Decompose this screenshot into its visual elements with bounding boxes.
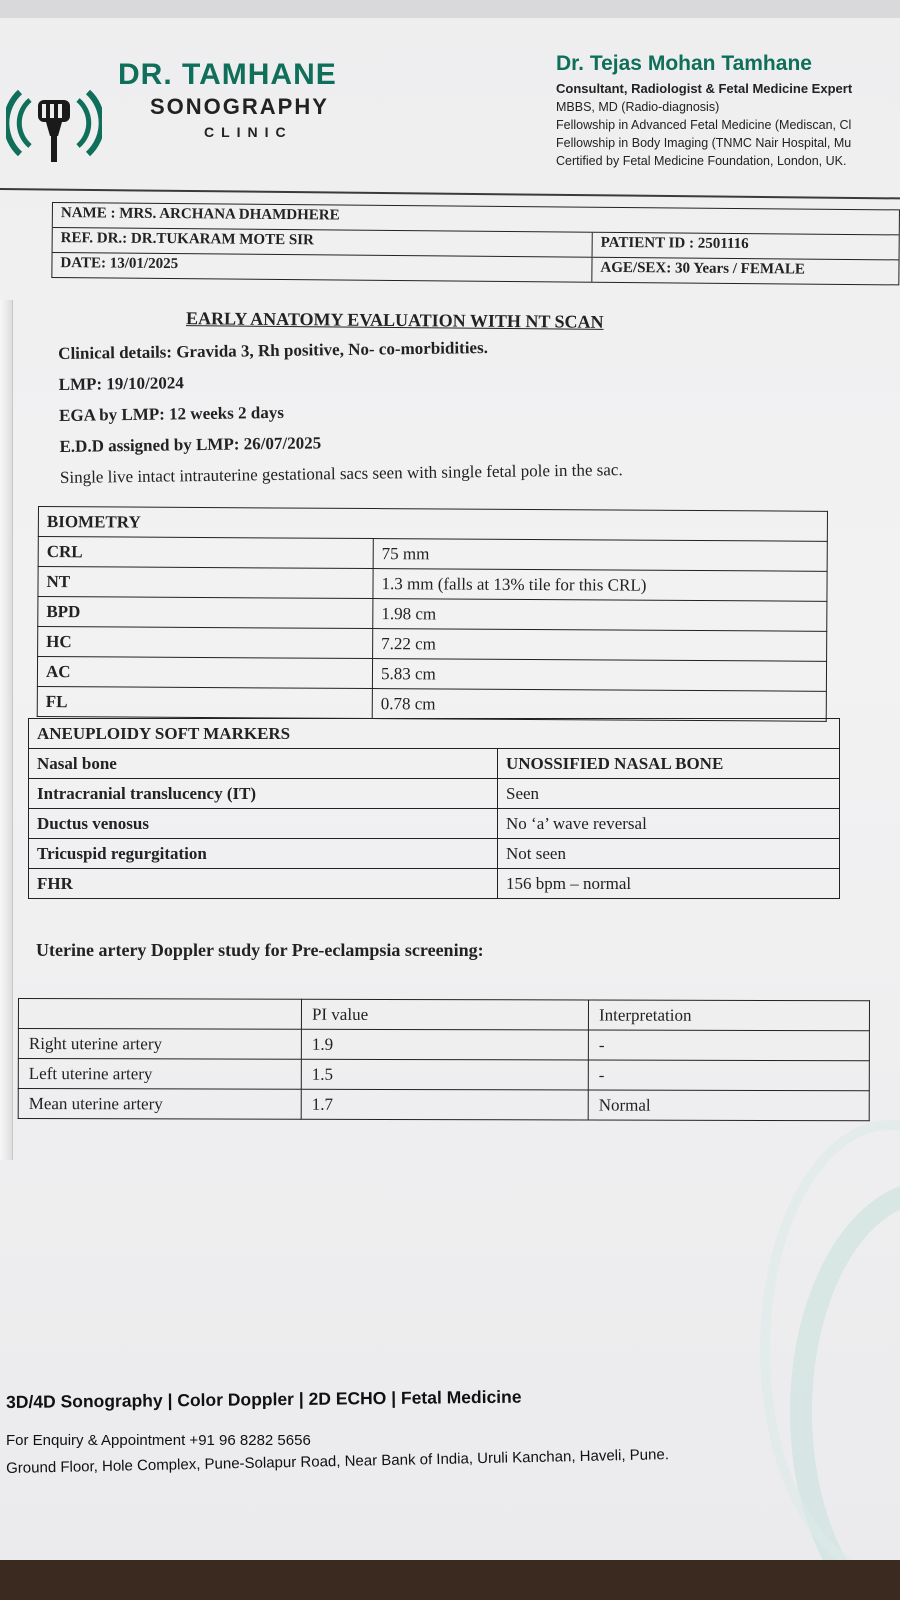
marker-value: Not seen (498, 839, 840, 869)
biometry-value: 0.78 cm (372, 689, 826, 722)
qualification-line: MBBS, MD (Radio-diagnosis) (556, 100, 720, 114)
marker-value: UNOSSIFIED NASAL BONE (498, 749, 840, 779)
ega: EGA by LMP: 12 weeks 2 days (58, 402, 284, 425)
table-row (38, 627, 827, 662)
doctor-credentials (556, 80, 896, 170)
enquiry-line: For Enquiry & Appointment +91 96 8282 5656 (6, 1432, 311, 1449)
patient-age-sex: AGE/SEX: 30 Years / FEMALE (600, 259, 805, 278)
clinic-subtitle-2: CLINIC (204, 124, 293, 140)
biometry-value: 5.83 cm (372, 659, 826, 692)
referring-doctor: REF. DR.: DR.TUKARAM MOTE SIR (53, 228, 593, 257)
biometry-value: 1.3 mm (falls at 13% tile for this CRL) (373, 569, 827, 602)
table-row (38, 567, 827, 602)
lmp: LMP: 19/10/2024 (58, 373, 184, 394)
clinical-details-block (58, 330, 623, 493)
table-row (38, 597, 827, 632)
table-row (18, 1059, 869, 1091)
services-line: 3D/4D Sonography | Color Doppler | 2D ECHO | Fetal Medicine (6, 1386, 522, 1412)
patient-id: PATIENT ID : 2501116 (600, 234, 749, 253)
header-divider (0, 188, 900, 199)
doppler-pi: 1.5 (301, 1059, 588, 1090)
marker-label: Tricuspid regurgitation (29, 839, 498, 869)
patient-name: NAME : MRS. ARCHANA DHAMDHERE (60, 205, 340, 224)
marker-label: Ductus venosus (29, 809, 498, 839)
table-row (37, 657, 826, 692)
biometry-table (37, 506, 828, 722)
qualification-line: Fellowship in Body Imaging (TNMC Nair Hospital, Mu (556, 136, 852, 150)
doppler-pi: 1.9 (301, 1029, 588, 1060)
biometry-value: 75 mm (373, 539, 827, 572)
scan-summary: Single live intact intrauterine gestational sacs seen with single fetal pole in the sac. (59, 460, 623, 487)
table-row (29, 749, 840, 779)
marker-value: Seen (498, 779, 840, 809)
table-row (29, 719, 840, 749)
marker-value: No ‘a’ wave reversal (498, 809, 840, 839)
report-date: DATE: 13/01/2025 (52, 253, 592, 282)
biometry-header: BIOMETRY (38, 507, 827, 542)
tube-object (0, 300, 13, 1160)
report-title: EARLY ANATOMY EVALUATION WITH NT SCAN (185, 308, 604, 332)
page-footer (6, 1386, 670, 1477)
biometry-label: HC (38, 627, 373, 659)
qualification-line: Fellowship in Advanced Fetal Medicine (Mediscan, Cl (556, 118, 852, 132)
doppler-interpretation: - (588, 1060, 869, 1091)
biometry-value: 1.98 cm (373, 599, 827, 632)
doppler-column-header: PI value (301, 999, 588, 1030)
table-row (29, 839, 840, 869)
doppler-table (18, 998, 870, 1121)
table-row (29, 869, 840, 899)
doctor-title: Consultant, Radiologist & Fetal Medicine Expert (556, 81, 853, 96)
biometry-label: BPD (38, 597, 373, 629)
edd: E.D.D assigned by LMP: 26/07/2025 (59, 433, 322, 456)
marker-label: Nasal bone (29, 749, 498, 779)
table-row (29, 809, 840, 839)
doctor-name: Dr. Tejas Mohan Tamhane (556, 52, 812, 75)
markers-header: ANEUPLOIDY SOFT MARKERS (29, 719, 840, 749)
biometry-value: 7.22 cm (373, 629, 827, 662)
biometry-label: FL (37, 686, 372, 718)
table-surface (0, 1560, 900, 1600)
table-row (18, 999, 869, 1031)
biometry-label: CRL (38, 537, 373, 569)
doppler-pi: 1.7 (301, 1089, 588, 1120)
clinical-details: Clinical details: Gravida 3, Rh positive, No- co-morbidities. (58, 337, 489, 363)
table-row (38, 537, 827, 572)
doppler-interpretation: - (588, 1030, 869, 1061)
clinic-subtitle: SONOGRAPHY (150, 94, 329, 119)
qualification-line: Certified by Fetal Medicine Foundation, London, UK. (556, 154, 847, 168)
doppler-title: Uterine artery Doppler study for Pre-eclampsia screening: (36, 940, 484, 960)
table-row (29, 779, 840, 809)
doppler-artery: Right uterine artery (18, 1029, 301, 1060)
biometry-label: AC (37, 657, 372, 689)
clinic-name: DR. TAMHANE (118, 58, 337, 91)
clinic-logo-icon (6, 78, 102, 168)
biometry-label: NT (38, 567, 373, 599)
address-line: Ground Floor, Hole Complex, Pune-Solapur Road, Near Bank of India, Uruli Kanchan, Haveli, Pune. (6, 1446, 670, 1477)
doppler-interpretation: Normal (588, 1090, 869, 1121)
patient-info-box (51, 202, 900, 285)
doppler-column-header: Interpretation (588, 1000, 869, 1031)
markers-table (28, 718, 840, 899)
doppler-artery: Mean uterine artery (18, 1089, 301, 1120)
decorative-swoosh-inner (760, 1120, 900, 1560)
table-row (18, 1029, 869, 1061)
doppler-artery: Left uterine artery (18, 1059, 301, 1090)
page-top-edge (0, 0, 900, 18)
marker-value: 156 bpm – normal (498, 869, 840, 899)
marker-label: Intracranial translucency (IT) (29, 779, 498, 809)
table-row (18, 1089, 869, 1121)
marker-label: FHR (29, 869, 498, 899)
doppler-column-header (18, 999, 301, 1030)
table-row (38, 507, 827, 542)
table-row (37, 686, 826, 721)
